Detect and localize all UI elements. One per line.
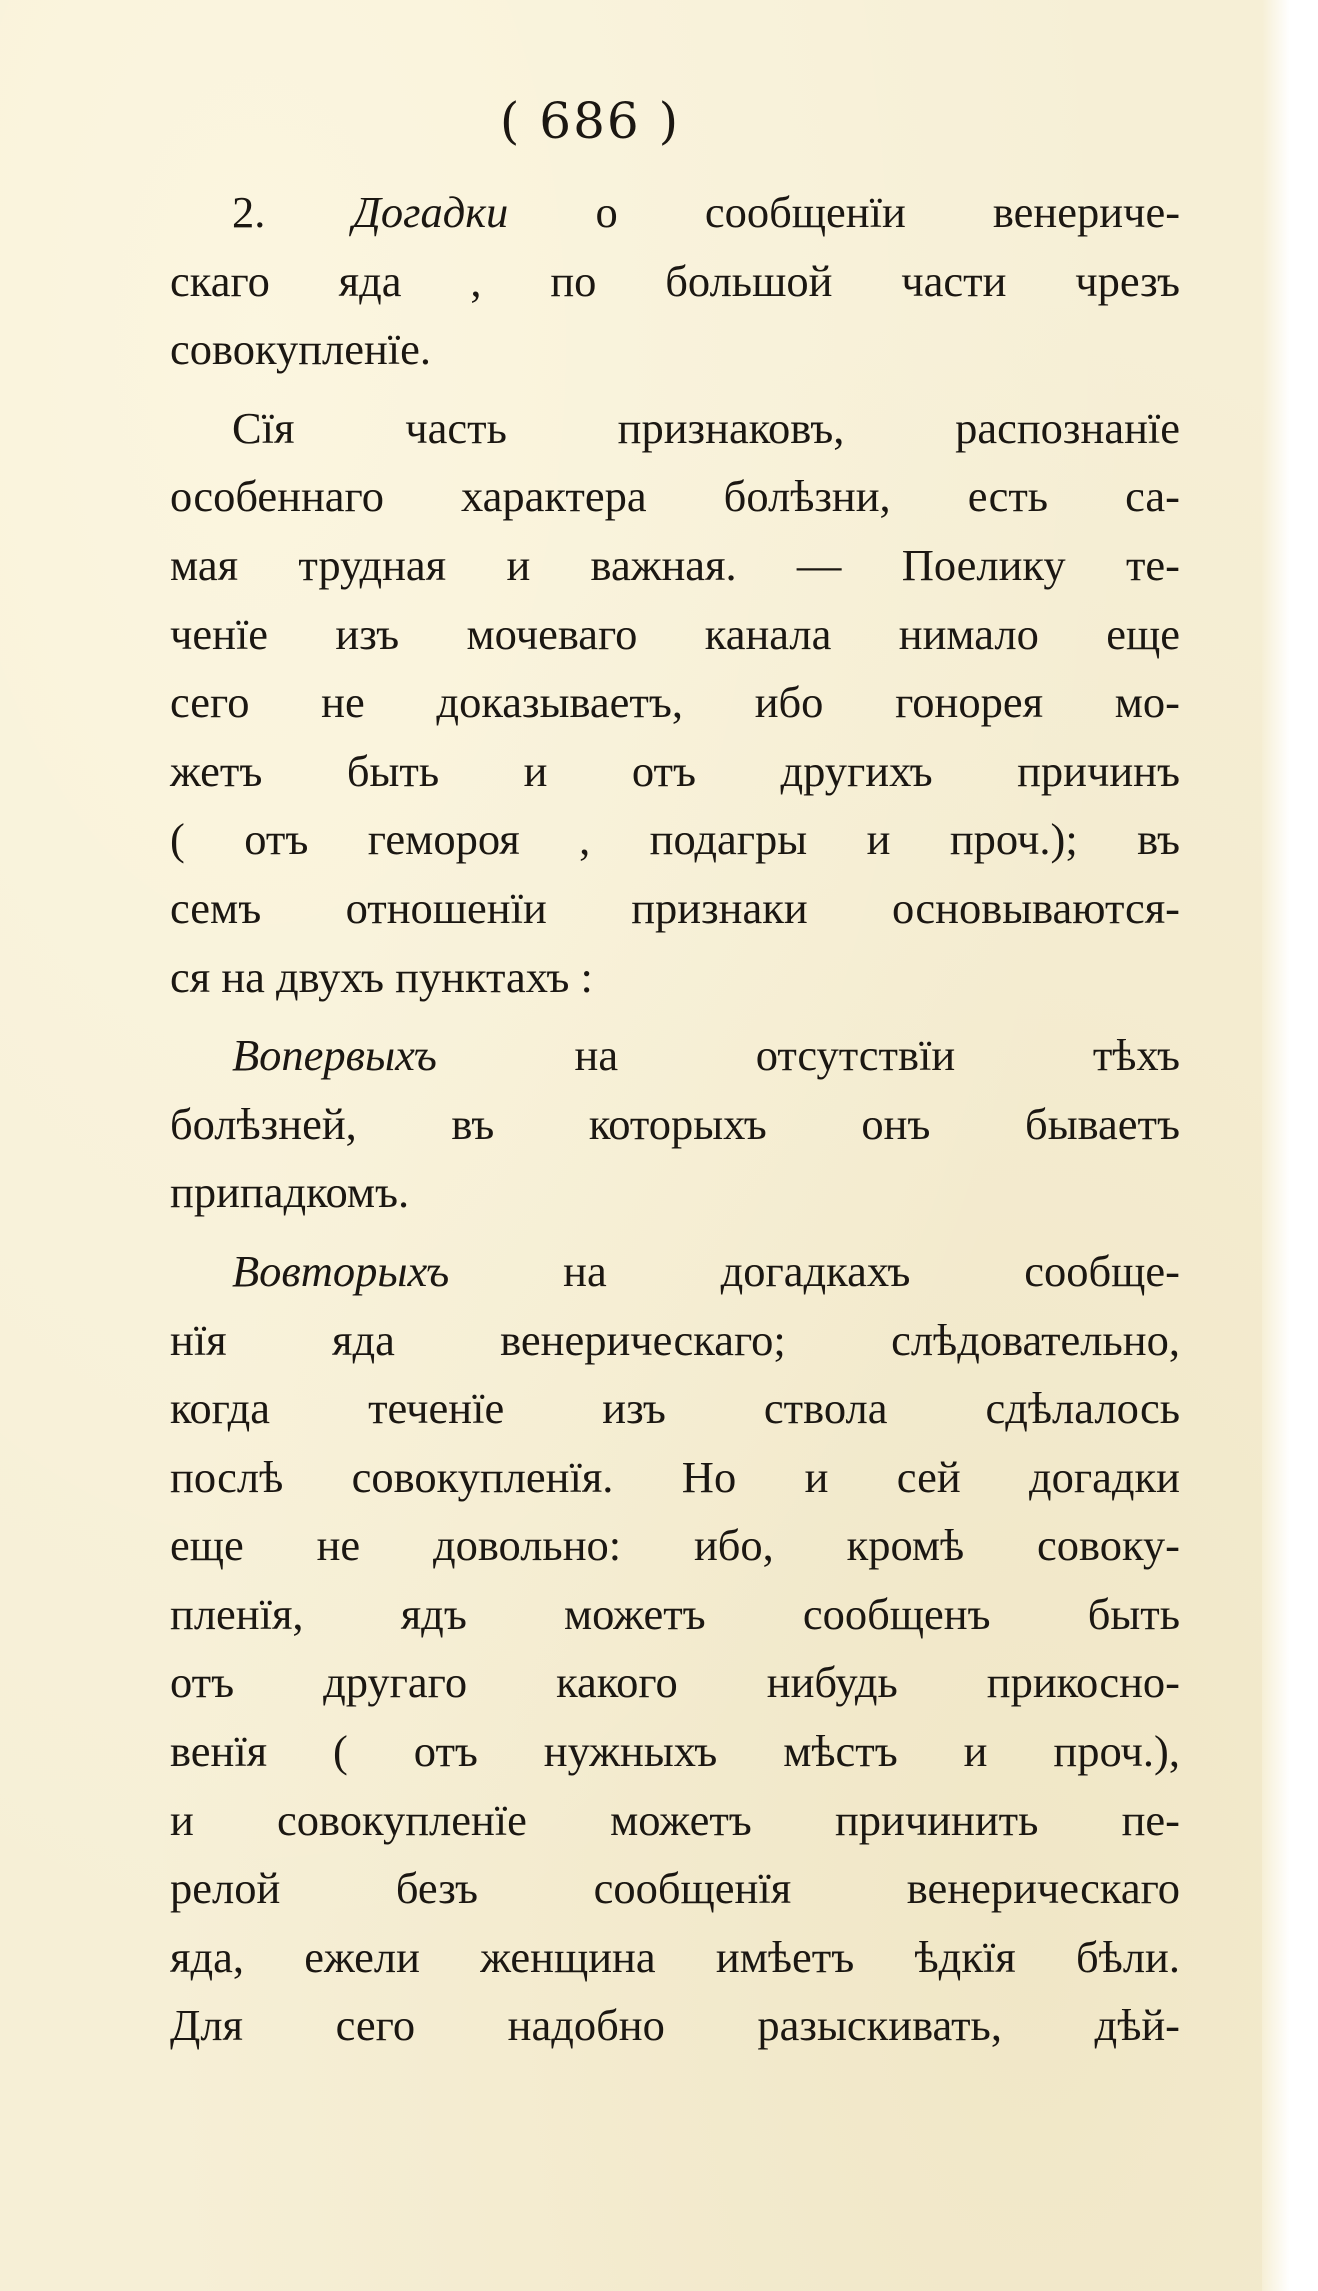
page-edge xyxy=(1262,0,1290,2291)
text-run: о сообщенїи венериче- xyxy=(508,187,1181,237)
text-line xyxy=(170,1717,1180,1786)
text-run: скаго яда , по большой части чрезъ xyxy=(170,255,1180,306)
text-line xyxy=(170,668,1180,737)
text-run: пленїя, ядъ можетъ сообщенъ быть xyxy=(170,1588,1180,1639)
text-run: нїя яда венерическаго; слѣдовательно, xyxy=(170,1314,1180,1365)
text-run: особеннаго характера болѣзни, есть са- xyxy=(170,471,1180,522)
text-line xyxy=(170,1443,1180,1512)
paragraph xyxy=(170,1237,1180,2060)
paragraph xyxy=(170,178,1180,384)
text-run: еще не довольно: ибо, кромѣ совоку- xyxy=(170,1520,1180,1571)
text-line xyxy=(170,874,1180,943)
text-line xyxy=(170,1306,1180,1375)
text-run: болѣзней, въ которыхъ онъ бываетъ xyxy=(170,1098,1180,1149)
text-run: 2. xyxy=(232,187,353,237)
text-line xyxy=(170,247,1180,316)
text-run: релой безъ сообщенїя венерическаго xyxy=(170,1863,1180,1914)
paragraph-gap xyxy=(170,384,1180,394)
text-run: припадкомъ. xyxy=(170,1167,410,1218)
text-run: венїя ( отъ нужныхъ мѣстъ и проч.), xyxy=(170,1726,1180,1777)
text-run: ченїе изъ мочеваго канала нимало еще xyxy=(170,608,1180,659)
page-number: ( 686 ) xyxy=(499,92,681,150)
text-run: когда теченїе изъ ствола сдѣлалось xyxy=(170,1383,1180,1434)
text-line xyxy=(170,178,1180,247)
text-line xyxy=(170,531,1180,600)
text-line xyxy=(170,1991,1180,2060)
text-line xyxy=(170,1237,1180,1306)
text-line xyxy=(170,1854,1180,1923)
text-run: сего не доказываетъ, ибо гонорея мо- xyxy=(170,677,1180,728)
text-run: Сїя часть признаковъ, распознанїе xyxy=(232,402,1180,453)
text-run: семъ отношенїи признаки основываются- xyxy=(170,882,1180,933)
italic-term: Вопервыхъ xyxy=(232,1030,437,1081)
text-line xyxy=(170,1648,1180,1717)
text-line xyxy=(170,600,1180,669)
text-line xyxy=(170,315,1180,384)
text-run: ся на двухъ пунктахъ : xyxy=(170,951,593,1002)
italic-term: Вовторыхъ xyxy=(232,1245,450,1296)
text-line xyxy=(170,462,1180,531)
text-line xyxy=(170,1090,1180,1159)
text-run: и совокупленїе можетъ причинить пе- xyxy=(170,1794,1180,1845)
text-run: яда, ежели женщина имѣетъ ѣдкїя бѣли. xyxy=(170,1931,1180,1982)
text-run: Для сего надобно разыскивать, дѣй- xyxy=(170,2000,1180,2051)
text-line xyxy=(170,1923,1180,1992)
italic-term: Догадки xyxy=(352,187,509,237)
text-line xyxy=(170,1021,1180,1090)
text-run: отъ другаго какого нибудь прикосно- xyxy=(170,1657,1180,1708)
text-line xyxy=(170,1580,1180,1649)
text-line xyxy=(170,943,1180,1012)
text-run: мая трудная и важная. — Поелику те- xyxy=(170,539,1180,590)
text-line xyxy=(170,394,1180,463)
paragraph-gap xyxy=(170,1227,1180,1237)
paragraph xyxy=(170,394,1180,1011)
paragraph xyxy=(170,1021,1180,1227)
text-run: ( отъ гемороя , подагры и проч.); въ xyxy=(170,814,1180,865)
text-run: послѣ совокупленїя. Но и сей догадки xyxy=(170,1451,1180,1502)
text-run: совокупленїе. xyxy=(170,324,432,375)
text-line xyxy=(170,1158,1180,1227)
text-line xyxy=(170,1511,1180,1580)
text-line xyxy=(170,1374,1180,1443)
text-run: на отсутствїи тѣхъ xyxy=(436,1030,1180,1081)
text-run: жетъ быть и отъ другихъ причинъ xyxy=(170,745,1180,796)
text-line xyxy=(170,1786,1180,1855)
text-line xyxy=(170,737,1180,806)
paragraph-gap xyxy=(170,1011,1180,1021)
body-text xyxy=(170,178,1180,2060)
text-run: на догадкахъ сообще- xyxy=(449,1245,1180,1296)
text-line xyxy=(170,805,1180,874)
